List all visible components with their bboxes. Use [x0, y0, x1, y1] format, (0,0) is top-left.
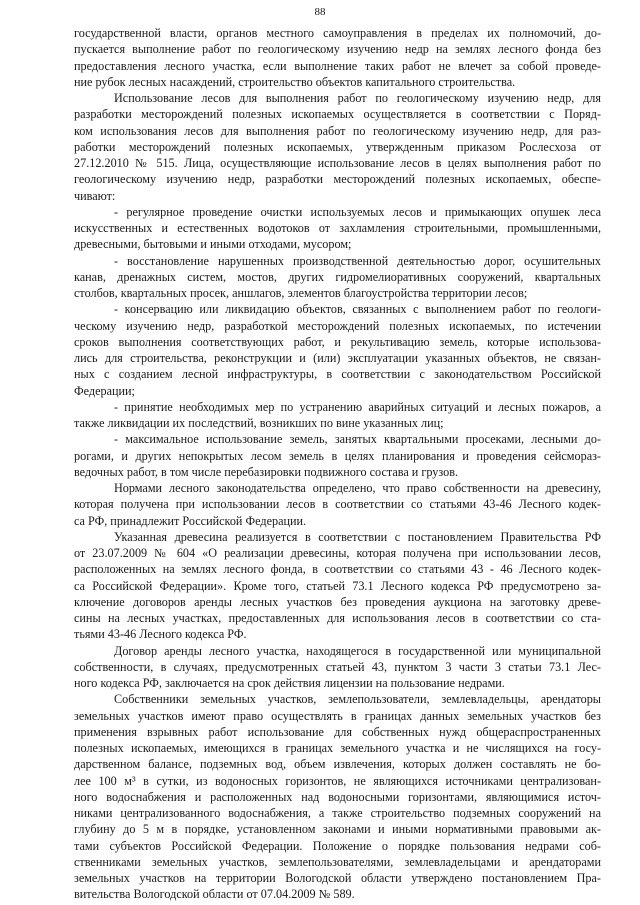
- text-line: са РФ, принадлежит Российской Федерации.: [74, 513, 307, 528]
- body-text: [74, 25, 601, 903]
- text-line: сроков выполнения соответствующих работ, и рекультивацию земель, которые использова-: [74, 334, 601, 349]
- text-line: никами централизованного водоснабжения, а также строительство подземных сооружений на: [74, 806, 601, 820]
- text-line: расположенных на землях лесного фонда, в соответствии со статьями 43 - 46 Лесного кодек-: [74, 562, 601, 577]
- text-line: земельных участков имеют право осуществлять в границах данных земельных участков без: [74, 708, 601, 723]
- text-line: собственности, в случаях, предусмотренных статьей 43, пунктом 3 части 3 статьи 73.1 Лес-: [74, 659, 601, 674]
- text-line: разработки месторождений полезных ископаемых осуществляется в соответствии с Поряд-: [74, 107, 601, 122]
- text-line: 27.12.2010 № 515. Лица, осуществляющие использование лесов в целях выполнения работ по: [74, 156, 601, 170]
- text-line: чивают:: [74, 188, 116, 203]
- text-line: - консервацию или ликвидацию объектов, связанных с выполнением работ по геологи-: [114, 302, 601, 317]
- text-line: ного водоснабжения и расположенных над водоносными горизонтами, являющимися источ-: [74, 789, 601, 804]
- text-line: полезных ископаемых, имеющихся в границах земельного участка и не числящихся на госу-: [74, 741, 601, 755]
- text-line: столбов, квартальных просек, аншлагов, элементов благоустройства территории лесов;: [74, 286, 528, 300]
- text-line: - регулярное проведение очистки используемых лесов и примыкающих опушек леса: [114, 204, 601, 219]
- text-line: Использование лесов для выполнения работ по геологическому изучению недр, для: [114, 91, 601, 105]
- text-line: работки месторождений полезных ископаемых, утвержденным приказом Рослесхоза от: [74, 139, 601, 154]
- text-line: земельных участков на территории Вологодской области утверждено постановлением Пра-: [74, 871, 601, 885]
- text-line: тами субъектов Российской Федерации. Положение о порядке пользования недрами соб-: [74, 838, 601, 853]
- text-line: Нормами лесного законодательства определено, что право собственности на древесину,: [114, 481, 601, 495]
- text-line: от 23.07.2009 № 604 «О реализации древесины, которая получена при использовании лесов,: [74, 546, 601, 560]
- text-line: тьями 43-46 Лесного кодекса РФ.: [74, 627, 247, 642]
- text-line: - максимальное использование земель, занятых квартальными просеками, лесными до-: [114, 432, 601, 447]
- text-line: Договор аренды лесного участка, находящегося в государственной или муниципальной: [114, 643, 601, 658]
- text-line: лее 100 м³ в сутки, из водоносных горизонтов, не являющихся источниками централизован-: [74, 773, 601, 788]
- text-line: пускается выполнение работ по геологическому изучению недр на землях лесного фонда без: [74, 42, 601, 57]
- text-line: лись для строительства, реконструкции и (или) эксплуатации указанных объектов, не связан-: [74, 351, 601, 365]
- text-line: са Российской Федерации». Кроме того, статьей 73.1 Лесного кодекса РФ предусмотрено за-: [74, 578, 601, 593]
- text-line: ного кодекса РФ, заключается на срок действия лицензии на пользование недрами.: [74, 676, 505, 690]
- text-line: сины на лесных участках, предоставленных для использования лесов в соответствии со ста-: [74, 611, 601, 625]
- text-line: ведочных работ, в том числе перебазировки подвижного состава и грузов.: [74, 464, 459, 479]
- text-line: - принятие необходимых мер по устранению аварийных ситуаций и лесных пожаров, а: [114, 399, 601, 414]
- text-line: - восстановление нарушенных производственной деятельностью дорог, осушительных: [114, 253, 601, 268]
- text-line: государственной власти, органов местного самоуправления в пределах их полномочий, до-: [74, 26, 601, 40]
- text-line: ных с созданием лесной инфраструктуры, в соответствии с законодательством Российской: [74, 367, 601, 382]
- text-line: ческому изучению недр, разработкой месторождений полезных ископаемых, по истечении: [74, 318, 601, 333]
- text-line: применения взрывных работ использование для собственных нужд общераспространенных: [74, 724, 601, 739]
- text-line: геологическому изучению недр, разработки месторождений полезных ископаемых, обеспе-: [74, 172, 601, 187]
- text-line: глубину до 5 м в порядке, установленном законами и иными нормативными правовыми ак-: [74, 822, 601, 837]
- text-line: рогами, и других непокрытых лесом земель в целях планирования и проведения сейсмораз-: [74, 448, 601, 463]
- text-line: древесными, бытовыми и иными отходами, мусором;: [74, 237, 352, 252]
- text-line: Собственники земельных участков, землепользователи, землевладельцы, арендаторы: [114, 692, 601, 707]
- text-line: ком использования лесов для выполнения работ по геологическому изучению недр, для раз-: [74, 123, 601, 138]
- text-line: Указанная древесина реализуется в соответствии с постановлением Правительства РФ: [114, 529, 601, 544]
- text-line: вительства Вологодской области от 07.04.2009 № 589.: [74, 887, 355, 902]
- text-line: также ликвидации их последствий, возникших по вине указанных лиц;: [74, 416, 444, 430]
- text-line: Федерации;: [74, 383, 135, 398]
- text-line: дарственном балансе, подземных вод, объем извлечения, которых должен составлять не бо-: [74, 757, 601, 772]
- text-line: которая получена при использовании лесов в соответствии со статьями 43-46 Лесного кодек-: [74, 497, 601, 512]
- text-line: ключение договоров аренды лесных участков без проведения аукциона на заготовку древе-: [74, 594, 601, 609]
- text-line: предоставления лесного участка, если выполнение таких работ не влечет за собой проведе-: [74, 58, 601, 73]
- text-line: канав, дренажных систем, мостов, других гидромелиоративных сооружений, квартальных: [74, 269, 601, 284]
- page-number: 88: [314, 6, 326, 18]
- text-line: ственниками земельных участков, землепользователями, землевладельцами и арендаторами: [74, 854, 601, 869]
- text-line: ние рубок лесных насаждений, строительство объектов капитального строительства.: [74, 74, 516, 89]
- text-line: искусственных и естественных водотоков от захламления строительными, промышленными,: [74, 221, 601, 235]
